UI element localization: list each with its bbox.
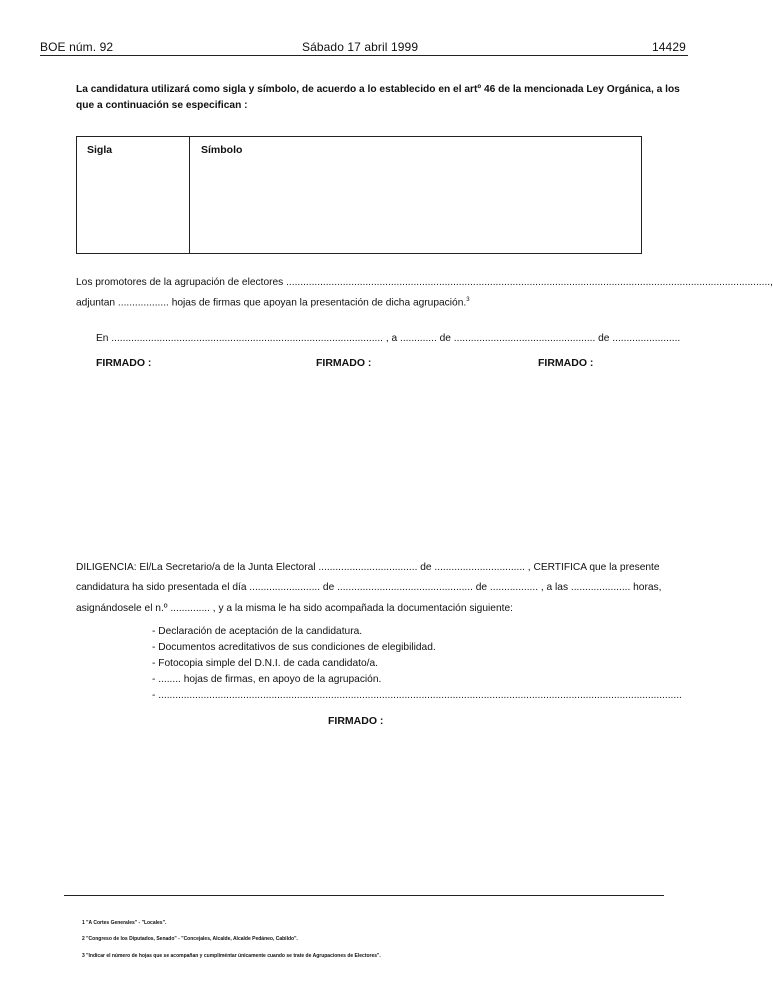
footnote-1: 1 "A Cortes Generales" - "Locales". [82,920,167,926]
intro-line-2: que a continuación se especifican : [76,100,248,111]
header-rule [40,55,688,56]
document-item: - Documentos acreditativos de sus condiciones de elegibilidad. [152,642,436,653]
footnote-2: 2 "Congreso de los Diputados, Senado" - "Concejales, Alcalde, Alcalde Pedáneo, Cabildo". [82,936,298,942]
signature-label-1: FIRMADO : [96,357,152,369]
sigla-simbolo-table [76,136,642,254]
footnote-rule [64,895,664,896]
footnote-3: 3 "Indicar el número de hojas que se acompañan y cumpliméntar únicamente cuando se trate de Agrupaciones de Electores". [82,953,381,959]
diligencia-line-1: DILIGENCIA: El/La Secretario/a de la Junta Electoral ................................... de ................................ , CERTIFICA que la presente [76,562,660,573]
promotores-line-1: Los promotores de la agrupación de electores ..........................................................................................................................................................................., [76,277,773,288]
diligencia-line-3: asignándosele el n.º .............. , y a la misma le ha sido acompañada la documentación siguiente: [76,603,513,614]
intro-line-1: La candidatura utilizará como sigla y símbolo, de acuerdo a lo establecido en el artº 46 de la mencionada Ley Orgánica, a los [76,84,680,95]
promotores-line-2-text: adjuntan .................. hojas de firmas que apoyan la presentación de dicha agrupación. [76,297,467,309]
final-signature-label: FIRMADO : [328,715,384,727]
header-page-number: 14429 [652,40,686,54]
table-divider [189,137,190,253]
table-header-sigla: Sigla [87,144,113,156]
footnote-ref-3: 3 [466,297,470,303]
signature-label-2: FIRMADO : [316,357,372,369]
place-date-line: En ................................................................................................ , a ............. de .................................................. de ........................ [96,333,681,344]
diligencia-line-2: candidatura ha sido presentada el día ......................... de ................................................ de ................. , a las ..................... horas, [76,582,662,593]
document-item: - Declaración de aceptación de la candidatura. [152,626,363,637]
document-item: - Fotocopia simple del D.N.I. de cada candidato/a. [152,658,378,669]
signature-label-3: FIRMADO : [538,357,594,369]
promotores-line-2 [76,293,470,310]
header-date: Sábado 17 abril 1999 [302,40,419,54]
table-header-simbolo: Símbolo [201,144,243,156]
document-item: - ........ hojas de firmas, en apoyo de la agrupación. [152,674,382,685]
document-item: - ......................................................................................................................................................................................... [152,690,682,701]
header-journal-number: BOE núm. 92 [40,40,114,54]
